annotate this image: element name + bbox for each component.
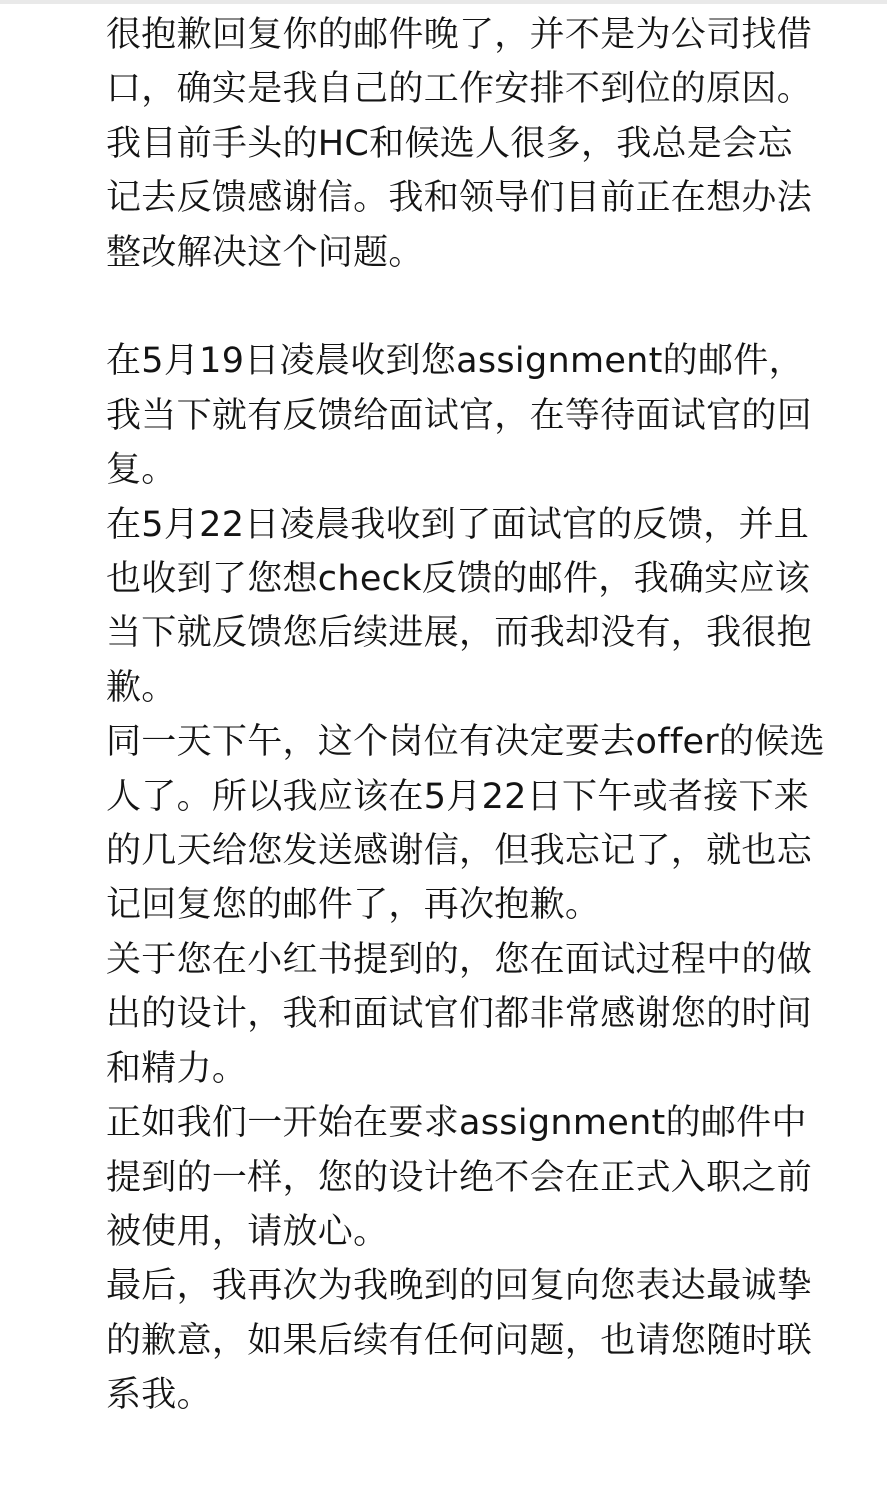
paragraph-may-22: 在5月22日凌晨我收到了面试官的反馈，并且也收到了您想check反馈的邮件，我确实应该当下就反馈您后续进展，而我却没有，我很抱歉。 (106, 504, 813, 708)
paragraph-offer-decision: 同一天下午，这个岗位有决定要去offer的候选人了。所以我应该在5月22日下午或者接下来的几天给您发送感谢信，但我忘记了，就也忘记回复您的邮件了，再次抱歉。 (106, 722, 825, 926)
paragraph-workload: 我目前手头的HC和候选人很多，我总是会忘记去反馈感谢信。我和领导们目前正在想办法整改解决这个问题。 (106, 123, 813, 273)
paragraph-spacer (106, 280, 826, 334)
top-divider (0, 0, 887, 4)
paragraph-apology-intro: 很抱歉回复你的邮件晚了，并不是为公司找借口，确实是我自己的工作安排不到位的原因。 (106, 15, 813, 110)
paragraph-may-19: 在5月19日凌晨收到您assignment的邮件，我当下就有反馈给面试官，在等待面试官的回复。 (106, 341, 813, 491)
paragraph-closing: 最后，我再次为我晚到的回复向您表达最诚挚的歉意，如果后续有任何问题，也请您随时联系我。 (106, 1266, 813, 1416)
paragraph-design-usage: 正如我们一开始在要求assignment的邮件中提到的一样，您的设计绝不会在正式入职之前被使用，请放心。 (106, 1103, 813, 1252)
paragraph-xiaohongshu: 关于您在小红书提到的，您在面试过程中的做出的设计，我和面试官们都非常感谢您的时间和精力。 (106, 939, 813, 1089)
message-body (106, 8, 826, 1423)
